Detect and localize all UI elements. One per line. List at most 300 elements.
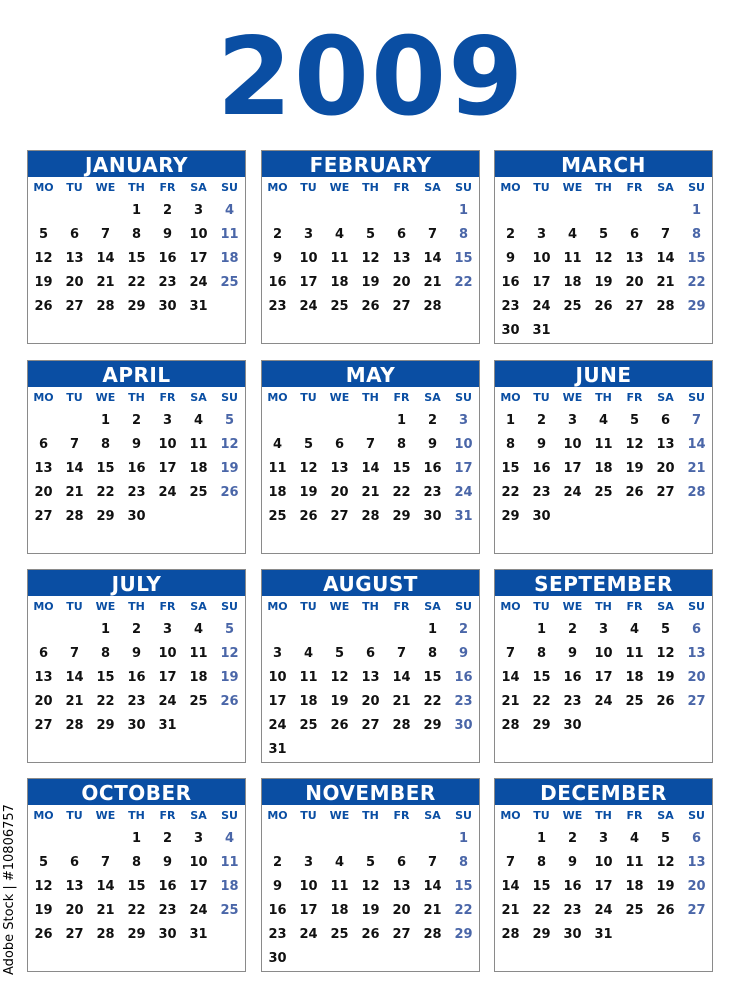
weekday-header [495, 387, 712, 407]
weekday-label: MO [33, 390, 54, 404]
day-cell: 22 [127, 275, 146, 290]
weekday-label: SU [221, 180, 238, 194]
month-june [494, 360, 713, 554]
day-cell: 6 [69, 855, 80, 870]
day-cell: 2 [131, 413, 142, 428]
month-name: FEBRUARY [262, 151, 479, 177]
day-cell: 16 [127, 670, 146, 685]
day-cell: 24 [299, 299, 318, 314]
day-cell: 10 [158, 646, 177, 661]
day-cell: 9 [505, 251, 516, 266]
weekday-label: SA [657, 808, 674, 822]
day-cell: 20 [687, 879, 706, 894]
day-cell: 12 [34, 251, 53, 266]
month-name: DECEMBER [495, 779, 712, 805]
weekday-label: TH [362, 599, 379, 613]
day-cell: 18 [625, 879, 644, 894]
month-december [494, 778, 713, 972]
day-cell: 9 [458, 646, 469, 661]
day-cell: 7 [660, 227, 671, 242]
day-cell: 15 [96, 461, 115, 476]
day-cell: 4 [303, 646, 314, 661]
day-cell: 22 [454, 903, 473, 918]
day-cell: 12 [220, 646, 239, 661]
day-cell: 11 [625, 855, 644, 870]
day-grid [28, 407, 245, 529]
day-cell: 13 [687, 855, 706, 870]
day-cell: 12 [34, 879, 53, 894]
day-cell: 21 [501, 694, 520, 709]
day-cell: 29 [423, 718, 442, 733]
day-cell: 30 [158, 927, 177, 942]
day-cell: 18 [299, 694, 318, 709]
weekday-label: SA [190, 808, 207, 822]
day-cell: 28 [423, 927, 442, 942]
weekday-header [495, 805, 712, 825]
day-cell: 12 [330, 670, 349, 685]
day-cell: 27 [34, 509, 53, 524]
empty-cell [495, 827, 526, 851]
day-cell: 20 [330, 485, 349, 500]
day-cell: 18 [594, 461, 613, 476]
day-cell: 30 [454, 718, 473, 733]
day-grid [28, 197, 245, 319]
weekday-label: SA [424, 390, 441, 404]
day-cell: 23 [158, 275, 177, 290]
day-cell: 25 [563, 299, 582, 314]
day-cell: 13 [34, 670, 53, 685]
weekday-label: SU [221, 390, 238, 404]
month-name: JANUARY [28, 151, 245, 177]
day-cell: 28 [656, 299, 675, 314]
day-cell: 11 [299, 670, 318, 685]
day-cell: 7 [427, 227, 438, 242]
day-cell: 11 [563, 251, 582, 266]
day-cell: 12 [361, 251, 380, 266]
day-cell: 27 [687, 694, 706, 709]
day-cell: 10 [158, 437, 177, 452]
empty-cell [557, 199, 588, 223]
day-cell: 17 [268, 694, 287, 709]
day-cell: 20 [34, 485, 53, 500]
day-cell: 7 [100, 855, 111, 870]
day-cell: 19 [594, 275, 613, 290]
day-cell: 17 [563, 461, 582, 476]
day-cell: 8 [100, 646, 111, 661]
day-cell: 16 [268, 903, 287, 918]
day-cell: 10 [189, 855, 208, 870]
day-cell: 1 [505, 413, 516, 428]
day-cell: 20 [392, 275, 411, 290]
day-grid [262, 407, 479, 529]
day-cell: 23 [501, 299, 520, 314]
empty-cell [386, 827, 417, 851]
day-cell: 27 [361, 718, 380, 733]
weekday-label: WE [562, 808, 583, 822]
day-cell: 19 [361, 275, 380, 290]
weekday-label: WE [329, 390, 350, 404]
day-cell: 5 [660, 622, 671, 637]
day-cell: 1 [458, 831, 469, 846]
day-cell: 15 [392, 461, 411, 476]
weekday-label: WE [329, 808, 350, 822]
weekday-header [262, 805, 479, 825]
day-cell: 16 [268, 275, 287, 290]
day-cell: 6 [38, 437, 49, 452]
day-cell: 26 [34, 299, 53, 314]
day-cell: 2 [567, 831, 578, 846]
day-cell: 26 [330, 718, 349, 733]
day-cell: 24 [594, 694, 613, 709]
day-cell: 11 [330, 251, 349, 266]
day-cell: 17 [532, 275, 551, 290]
day-cell: 6 [69, 227, 80, 242]
empty-cell [293, 199, 324, 223]
day-cell: 12 [594, 251, 613, 266]
weekday-label: TU [66, 390, 83, 404]
weekday-label: TU [533, 180, 550, 194]
day-cell: 27 [625, 299, 644, 314]
day-cell: 13 [392, 879, 411, 894]
day-cell: 21 [65, 694, 84, 709]
day-cell: 15 [501, 461, 520, 476]
weekday-label: SU [455, 390, 472, 404]
day-cell: 14 [423, 879, 442, 894]
day-cell: 3 [193, 831, 204, 846]
day-cell: 2 [536, 413, 547, 428]
weekday-label: MO [500, 808, 521, 822]
weekday-label: MO [500, 390, 521, 404]
day-grid [495, 407, 712, 529]
day-cell: 28 [501, 927, 520, 942]
empty-cell [262, 199, 293, 223]
day-cell: 25 [625, 694, 644, 709]
day-cell: 1 [427, 622, 438, 637]
day-grid [495, 825, 712, 947]
day-cell: 3 [162, 413, 173, 428]
day-cell: 28 [65, 718, 84, 733]
day-cell: 15 [532, 670, 551, 685]
day-cell: 29 [96, 509, 115, 524]
day-cell: 11 [220, 855, 239, 870]
weekday-label: WE [562, 599, 583, 613]
day-cell: 24 [299, 927, 318, 942]
day-cell: 5 [629, 413, 640, 428]
day-cell: 31 [454, 509, 473, 524]
weekday-label: TU [533, 390, 550, 404]
day-cell: 15 [532, 879, 551, 894]
day-cell: 25 [268, 509, 287, 524]
day-cell: 4 [629, 622, 640, 637]
day-cell: 27 [656, 485, 675, 500]
day-cell: 7 [427, 855, 438, 870]
day-cell: 15 [423, 670, 442, 685]
day-cell: 2 [162, 203, 173, 218]
day-cell: 22 [687, 275, 706, 290]
day-cell: 11 [189, 646, 208, 661]
weekday-label: TH [595, 808, 612, 822]
day-cell: 26 [625, 485, 644, 500]
day-cell: 28 [96, 299, 115, 314]
empty-cell [355, 618, 386, 642]
day-cell: 6 [629, 227, 640, 242]
day-grid [262, 616, 479, 762]
day-cell: 29 [532, 718, 551, 733]
day-grid [262, 197, 479, 319]
month-january [27, 150, 246, 344]
day-cell: 19 [34, 903, 53, 918]
day-cell: 14 [501, 670, 520, 685]
day-cell: 7 [505, 646, 516, 661]
day-cell: 12 [220, 437, 239, 452]
day-cell: 1 [100, 622, 111, 637]
day-cell: 9 [272, 251, 283, 266]
day-cell: 9 [427, 437, 438, 452]
day-cell: 22 [454, 275, 473, 290]
day-cell: 10 [189, 227, 208, 242]
month-name: NOVEMBER [262, 779, 479, 805]
day-cell: 6 [691, 622, 702, 637]
day-cell: 20 [361, 694, 380, 709]
weekday-label: FR [393, 390, 410, 404]
empty-cell [619, 199, 650, 223]
day-cell: 24 [158, 694, 177, 709]
day-cell: 16 [563, 879, 582, 894]
day-grid [28, 616, 245, 738]
weekday-label: FR [393, 180, 410, 194]
day-cell: 5 [224, 622, 235, 637]
day-cell: 5 [334, 646, 345, 661]
weekday-label: SA [190, 390, 207, 404]
day-cell: 2 [458, 622, 469, 637]
weekday-header [28, 177, 245, 197]
empty-cell [355, 199, 386, 223]
day-grid [262, 825, 479, 971]
day-cell: 19 [361, 903, 380, 918]
day-cell: 17 [299, 275, 318, 290]
day-cell: 14 [361, 461, 380, 476]
day-cell: 26 [220, 485, 239, 500]
day-cell: 23 [423, 485, 442, 500]
weekday-label: WE [95, 390, 116, 404]
weekday-label: SA [190, 599, 207, 613]
weekday-label: FR [159, 808, 176, 822]
day-cell: 3 [598, 831, 609, 846]
day-cell: 30 [563, 718, 582, 733]
day-cell: 15 [687, 251, 706, 266]
weekday-label: SU [688, 599, 705, 613]
day-cell: 14 [501, 879, 520, 894]
day-cell: 28 [501, 718, 520, 733]
day-cell: 20 [34, 694, 53, 709]
day-cell: 2 [505, 227, 516, 242]
weekday-label: TU [300, 180, 317, 194]
day-cell: 18 [268, 485, 287, 500]
weekday-label: SA [424, 180, 441, 194]
empty-cell [59, 199, 90, 223]
day-grid [495, 197, 712, 343]
weekday-label: TU [533, 808, 550, 822]
day-cell: 3 [303, 855, 314, 870]
day-cell: 23 [127, 694, 146, 709]
day-cell: 25 [299, 718, 318, 733]
day-cell: 30 [501, 323, 520, 338]
day-cell: 22 [532, 903, 551, 918]
day-cell: 27 [392, 299, 411, 314]
day-cell: 25 [189, 485, 208, 500]
day-cell: 4 [629, 831, 640, 846]
weekday-label: SA [424, 599, 441, 613]
day-cell: 29 [532, 927, 551, 942]
day-cell: 18 [220, 251, 239, 266]
weekday-label: TH [595, 390, 612, 404]
day-cell: 12 [299, 461, 318, 476]
day-cell: 22 [501, 485, 520, 500]
day-cell: 13 [65, 251, 84, 266]
day-cell: 1 [100, 413, 111, 428]
day-cell: 8 [458, 855, 469, 870]
day-cell: 31 [594, 927, 613, 942]
empty-cell [90, 827, 121, 851]
day-cell: 29 [127, 299, 146, 314]
day-cell: 3 [567, 413, 578, 428]
day-cell: 5 [660, 831, 671, 846]
day-cell: 19 [220, 461, 239, 476]
day-grid [28, 825, 245, 947]
day-cell: 3 [162, 622, 173, 637]
month-name: MARCH [495, 151, 712, 177]
day-cell: 7 [396, 646, 407, 661]
day-cell: 17 [454, 461, 473, 476]
day-cell: 9 [131, 437, 142, 452]
day-cell: 26 [299, 509, 318, 524]
weekday-label: MO [267, 808, 288, 822]
day-cell: 16 [158, 879, 177, 894]
month-name: OCTOBER [28, 779, 245, 805]
day-cell: 27 [392, 927, 411, 942]
weekday-label: FR [393, 599, 410, 613]
weekday-label: SU [221, 599, 238, 613]
day-cell: 5 [38, 227, 49, 242]
day-cell: 24 [268, 718, 287, 733]
day-cell: 30 [268, 951, 287, 966]
day-cell: 1 [458, 203, 469, 218]
month-november [261, 778, 480, 972]
day-cell: 14 [96, 879, 115, 894]
day-cell: 21 [656, 275, 675, 290]
day-cell: 14 [656, 251, 675, 266]
day-cell: 4 [334, 855, 345, 870]
empty-cell [526, 199, 557, 223]
day-cell: 24 [189, 903, 208, 918]
day-cell: 15 [127, 879, 146, 894]
weekday-label: SA [190, 180, 207, 194]
day-cell: 13 [625, 251, 644, 266]
day-cell: 21 [687, 461, 706, 476]
day-cell: 11 [330, 879, 349, 894]
empty-cell [588, 199, 619, 223]
weekday-label: TU [66, 599, 83, 613]
empty-cell [28, 409, 59, 433]
day-cell: 20 [65, 903, 84, 918]
day-cell: 20 [65, 275, 84, 290]
day-cell: 21 [501, 903, 520, 918]
day-cell: 19 [656, 670, 675, 685]
day-cell: 3 [536, 227, 547, 242]
day-cell: 26 [594, 299, 613, 314]
weekday-label: TU [66, 180, 83, 194]
weekday-label: FR [393, 808, 410, 822]
day-cell: 28 [423, 299, 442, 314]
day-cell: 13 [65, 879, 84, 894]
month-name: JULY [28, 570, 245, 596]
day-cell: 9 [162, 227, 173, 242]
weekday-label: FR [626, 390, 643, 404]
day-cell: 9 [567, 855, 578, 870]
day-cell: 20 [656, 461, 675, 476]
day-cell: 6 [38, 646, 49, 661]
day-cell: 17 [299, 903, 318, 918]
day-cell: 21 [423, 275, 442, 290]
day-cell: 31 [189, 299, 208, 314]
month-march [494, 150, 713, 344]
day-cell: 10 [454, 437, 473, 452]
day-cell: 20 [625, 275, 644, 290]
empty-cell [324, 618, 355, 642]
day-cell: 23 [532, 485, 551, 500]
empty-cell [59, 409, 90, 433]
day-cell: 4 [334, 227, 345, 242]
day-cell: 11 [268, 461, 287, 476]
day-cell: 24 [532, 299, 551, 314]
weekday-label: FR [159, 180, 176, 194]
day-cell: 8 [505, 437, 516, 452]
weekday-label: TH [595, 180, 612, 194]
day-cell: 2 [162, 831, 173, 846]
weekday-label: SA [657, 180, 674, 194]
month-july [27, 569, 246, 763]
day-cell: 10 [299, 251, 318, 266]
day-cell: 26 [656, 694, 675, 709]
day-cell: 18 [220, 879, 239, 894]
empty-cell [324, 409, 355, 433]
day-cell: 19 [330, 694, 349, 709]
weekday-header [495, 177, 712, 197]
day-cell: 6 [365, 646, 376, 661]
weekday-label: TH [362, 180, 379, 194]
day-cell: 26 [34, 927, 53, 942]
day-cell: 18 [189, 461, 208, 476]
day-cell: 30 [423, 509, 442, 524]
day-cell: 3 [598, 622, 609, 637]
day-cell: 17 [594, 670, 613, 685]
day-cell: 4 [224, 831, 235, 846]
day-cell: 19 [656, 879, 675, 894]
day-cell: 4 [598, 413, 609, 428]
weekday-header [28, 596, 245, 616]
day-cell: 25 [220, 903, 239, 918]
day-cell: 13 [687, 646, 706, 661]
month-name: SEPTEMBER [495, 570, 712, 596]
day-cell: 8 [131, 855, 142, 870]
day-cell: 8 [458, 227, 469, 242]
weekday-label: TH [128, 808, 145, 822]
day-cell: 25 [330, 927, 349, 942]
day-cell: 13 [330, 461, 349, 476]
empty-cell [262, 827, 293, 851]
day-cell: 8 [536, 646, 547, 661]
weekday-label: MO [33, 599, 54, 613]
